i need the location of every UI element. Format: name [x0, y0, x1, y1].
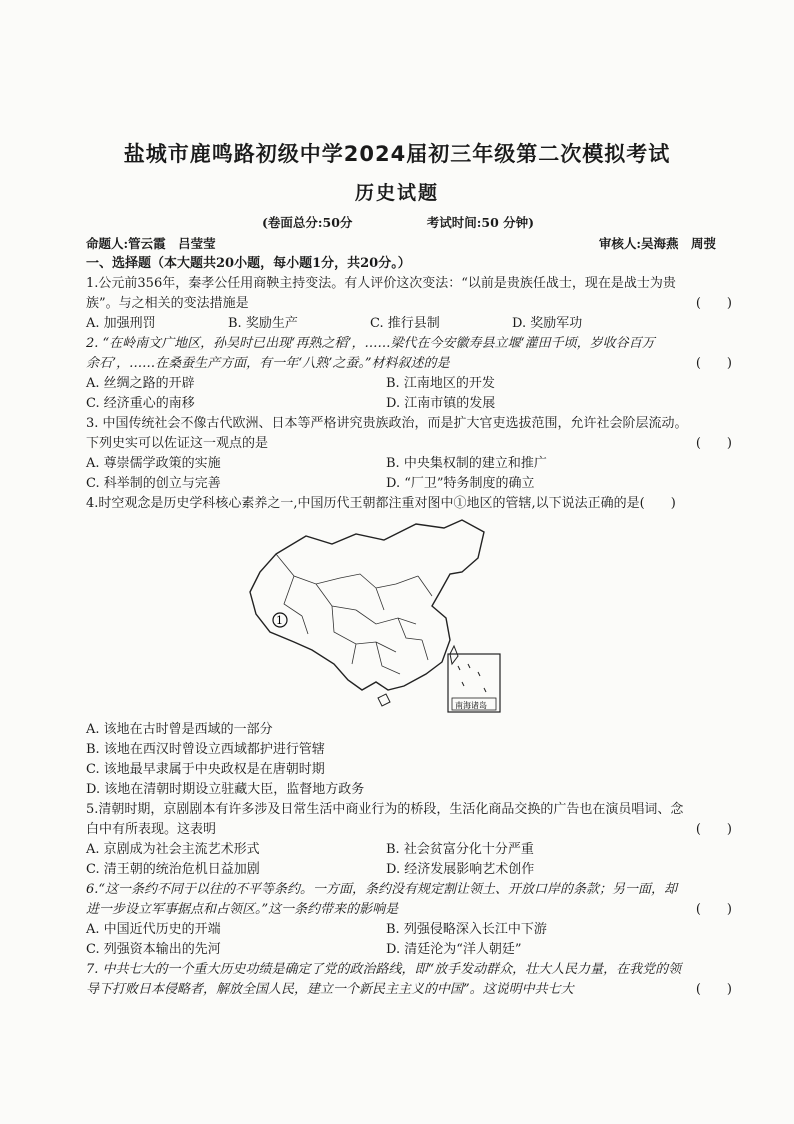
q1-option-d: D. 奖励军功: [512, 316, 583, 331]
q5-options-row1: [86, 840, 742, 860]
q3-option-d: D. “厂卫”特务制度的确立: [386, 476, 535, 491]
q6-line1: 6.“这一条约不同于以往的不平等条约。一方面，条约没有规定割让领土、开放口岸的条款；另一面，却: [86, 882, 678, 897]
q1-option-c: C. 推行县制: [370, 316, 440, 331]
hainan-island: [378, 694, 390, 706]
answer-paren: ( ): [695, 436, 732, 451]
q5-option-a: A. 京剧成为社会主流艺术形式: [86, 842, 260, 857]
q5-option-c: C. 清王朝的统治危机日益加剧: [86, 862, 260, 877]
q1-option-b: B. 奖励生产: [228, 316, 298, 331]
q3-line2: 下列史实可以佐证这一观点的是 ( ): [86, 434, 742, 454]
q4-option-d: D. 该地在清朝时期设立驻藏大臣，监督地方政务: [86, 782, 365, 797]
exam-meta: [262, 213, 604, 231]
q3-option-a: A. 尊崇儒学政策的实施: [86, 456, 221, 471]
q5-option-b: B. 社会贫富分化十分严重: [386, 842, 534, 857]
q2-line1: 2. “在岭南文广地区，孙吴时已出现‘再熟之稻’，……梁代在今安徽寿县立堰‘灌田千顷，岁收谷百万: [86, 336, 655, 351]
q6-option-a: A. 中国近代历史的开端: [86, 922, 221, 937]
q5-line2: 白中有所表现。这表明 ( ): [86, 820, 742, 840]
answer-paren: ( ): [695, 296, 732, 311]
province-borders: [276, 554, 432, 674]
q6-options-row1: [86, 920, 742, 940]
q7-line2: 导下打败日本侵略者，解放全国人民，建立一个新民主主义的中国”。这说明中共七大 ( ): [86, 980, 742, 1000]
q3-options-row1: [86, 454, 742, 474]
china-map-svg: [236, 514, 516, 714]
q3-option-c: C. 科举制的创立与完善: [86, 476, 221, 491]
q6-option-d: D. 清廷沦为“洋人朝廷”: [386, 942, 522, 957]
q6-option-c: C. 列强资本输出的先河: [86, 942, 221, 957]
q7-line1: 7. 中共七大的一个重大历史功绩是确定了党的政治路线，即“放手发动群众，壮大人民力量，在我党的领: [86, 962, 682, 977]
q6-line2: 进一步设立军事据点和占领区。”这一条约带来的影响是 ( ): [86, 900, 742, 920]
q3-line1: 3. 中国传统社会不像古代欧洲、日本等严格讲究贵族政治，而是扩大官吏选拔范围，允许社会阶层流动。: [86, 416, 688, 431]
exam-authors: [86, 234, 716, 252]
q1-line1: 1.公元前356年，秦孝公任用商鞅主持变法。有人评价这次变法：“以前是贵族任战士，现在是战士为贵: [86, 276, 676, 291]
q2-option-a: A. 丝绸之路的开辟: [86, 376, 195, 391]
q3-options-row2: [86, 474, 742, 494]
section-heading: 一、选择题（本大题共20小题，每小题1分，共20分。）: [86, 256, 411, 271]
q6-options-row2: [86, 940, 742, 960]
q1-option-a: A. 加强刑罚: [86, 316, 156, 331]
inset-dots: [458, 664, 486, 692]
q4-option-a: A. 该地在古时曾是西域的一部分: [86, 722, 273, 737]
exam-time: 考试时间:50 分钟): [426, 215, 535, 230]
q2-option-d: D. 江南市镇的发展: [386, 396, 496, 411]
marker-1-label: 1: [276, 614, 283, 627]
exam-subject: 历史试题: [354, 182, 439, 204]
questions: [86, 254, 742, 1000]
q5-line1: 5.清朝时期，京剧剧本有许多涉及日常生活中商业行为的桥段，生活化商品交换的广告也在演员唱词、念: [86, 802, 684, 817]
q5-option-d: D. 经济发展影响艺术创作: [386, 862, 535, 877]
inset-label: 南海诸岛: [455, 701, 487, 710]
q1-line2: 族”。与之相关的变法措施是 ( ): [86, 294, 742, 314]
q4-option-c: C. 该地最早隶属于中央政权是在唐朝时期: [86, 762, 325, 777]
exam-title: 盐城市鹿鸣路初级中学2024届初三年级第二次模拟考试: [123, 142, 671, 166]
total-score: (卷面总分:50分: [262, 215, 353, 230]
q2-options-row2: [86, 394, 742, 414]
answer-paren: ( ): [695, 822, 732, 837]
q4-line1: 4.时空观念是历史学科核心素养之一,中国历代王朝都注重对图中①地区的管辖,以下说法正确的是( ): [86, 496, 676, 511]
answer-paren: ( ): [695, 902, 732, 917]
q4-option-b: B. 该地在西汉时曾设立西域都护进行管辖: [86, 742, 325, 757]
q5-options-row2: [86, 860, 742, 880]
answer-paren: ( ): [695, 982, 732, 997]
q2-option-b: B. 江南地区的开发: [386, 376, 495, 391]
reviewers: 审核人:吴海燕 周弢: [598, 236, 716, 251]
q2-options-row1: [86, 374, 742, 394]
q3-option-b: B. 中央集权制的建立和推广: [386, 456, 547, 471]
q6-option-b: B. 列强侵略深入长江中下游: [386, 922, 547, 937]
china-map: [236, 514, 742, 720]
q1-options: [86, 314, 742, 334]
answer-paren: ( ): [695, 356, 732, 371]
q2-option-c: C. 经济重心的南移: [86, 396, 195, 411]
taiwan-island: [450, 646, 458, 664]
q2-line2: 余石’，……在桑蚕生产方面，有一年‘八熟’之蚕。”材料叙述的是 ( ): [86, 354, 742, 374]
setters: 命题人:管云霞 吕莹莹: [86, 236, 216, 251]
